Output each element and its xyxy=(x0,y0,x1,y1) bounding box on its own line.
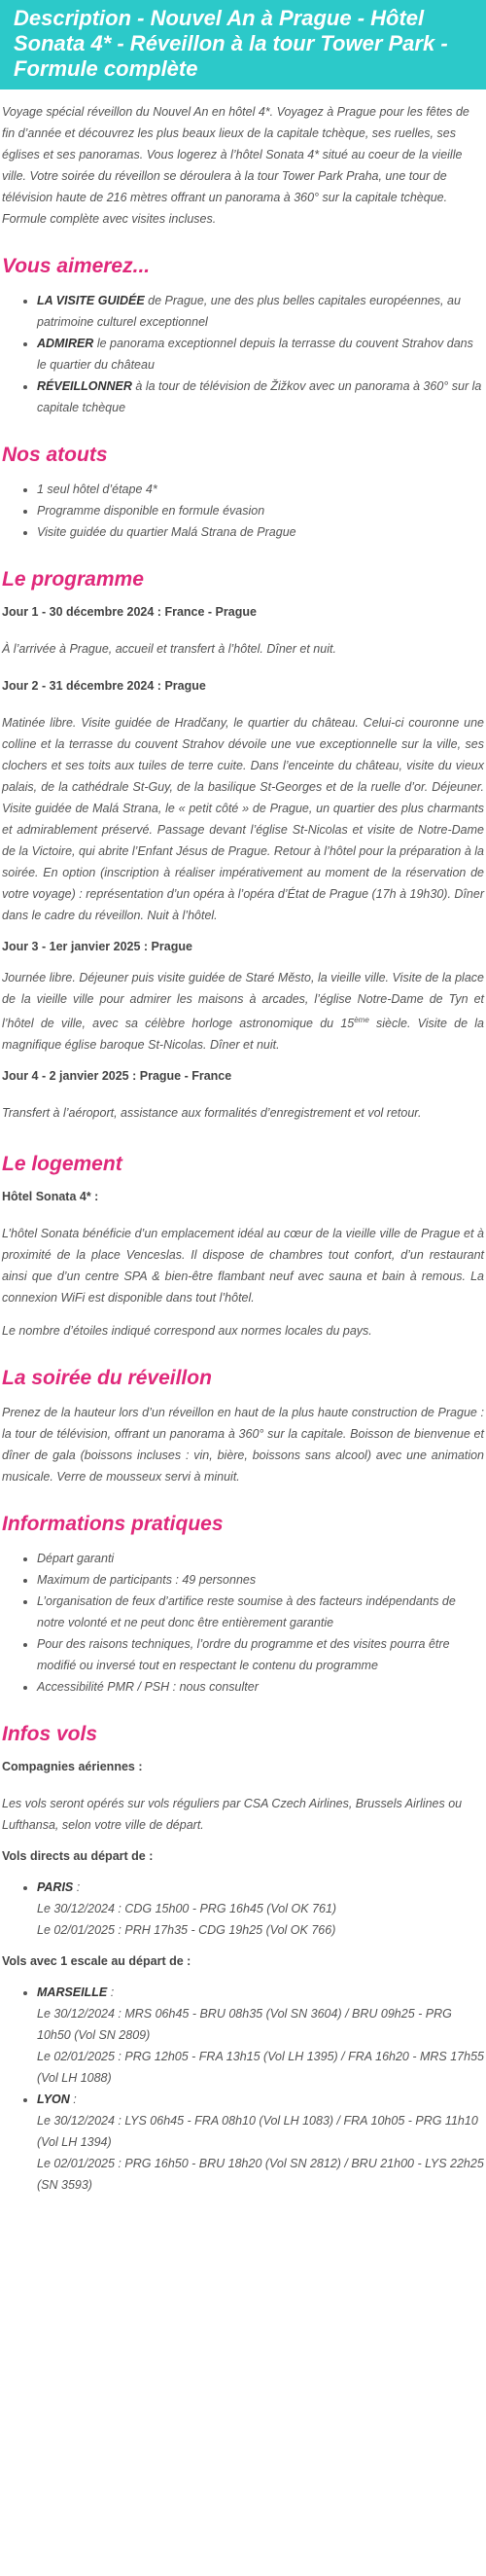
escale-flights-label: Vols avec 1 escale au départ de : xyxy=(2,1954,191,1969)
direct-flights-list xyxy=(0,1877,486,1941)
section-heading-infos: Informations pratiques xyxy=(2,1513,224,1536)
aimerez-list xyxy=(0,290,486,418)
atouts-list xyxy=(0,479,486,543)
list-item: • LA VISITE GUIDÉE de Prague, une des plus belles capitales européennes, au patrimoine culturel exceptionnel xyxy=(37,290,486,333)
list-item: • Maximum de participants : 49 personnes xyxy=(37,1569,486,1591)
soiree-text: Prenez de la hauteur lors d’un réveillon en haut de la plus haute construction de Prague : la tour de télévision, offrant un panorama à 360° sur la capitale. Boisson de bienvenue et dîner de gala (boissons incluses : vin, bière, boissons sans alcool) avec une animation musicale. Verre de mousseux servi à minuit. xyxy=(2,1406,484,1485)
page-title: Description - Nouvel An à Prague - Hôtel Sonata 4* - Réveillon à la tour Tower Park - Formule complète xyxy=(14,6,448,81)
hotel-name: Hôtel Sonata 4* : xyxy=(2,1190,99,1204)
list-item: • MARSEILLE : Le 30/12/2024 : MRS 06h45 - BRU 08h35 (Vol SN 3604) / BRU 09h25 - PRG 10h50 (Vol SN 2809) Le 02/01/2025 : PRG 12h05 - FRA 13h15 (Vol LH 1395) / FRA 16h20 - MRS 17h55 (Vol LH 1088) xyxy=(37,1982,486,2089)
section-heading-aimerez: Vous aimerez... xyxy=(2,255,151,277)
companies-label: Compagnies aériennes : xyxy=(2,1760,143,1774)
section-heading-soiree: La soirée du réveillon xyxy=(2,1367,212,1390)
hotel-note: Le nombre d’étoiles indiqué correspond aux normes locales du pays. xyxy=(2,1324,372,1339)
section-heading-logement: Le logement xyxy=(2,1153,122,1176)
infos-list xyxy=(0,1548,486,1698)
title-banner xyxy=(0,0,486,89)
companies-text: Les vols seront opérés sur vols réguliers par CSA Czech Airlines, Brussels Airlines ou Lufthansa, selon votre ville de départ. xyxy=(2,1797,463,1833)
day-title: Jour 1 - 30 décembre 2024 : France - Prague xyxy=(2,605,257,619)
list-item: • Accessibilité PMR / PSH : nous consulter xyxy=(37,1676,486,1698)
list-item: • Départ garanti xyxy=(37,1548,486,1569)
day-text: Matinée libre. Visite guidée de Hradčany, le quartier du château. Celui-ci couronne une colline et la terrasse du couvent Strahov dévoile une vue exceptionnelle sur la ville, ses clochers et ses toits aux tuiles de terre cuite. Dans l’enceinte du château, visite du vieux palais, de la cathédrale St-Guy, de la basilique St-Georges et de la ruelle d’or. Déjeuner. Visite guidée de Malá Strana, le « petit côté » de Prague, un quartier des plus charmants et admirablement préservé. Passage devant l’église St-Nicolas et visite de Notre-Dame de la Victoire, qui abrite l’Enfant Jésus de Prague. Retour à l’hôtel pour la préparation à la soirée. En option (inscription à réaliser impérativement au moment de la réservation de votre voyage) : représentation d’un opéra à l’opéra d’État de Prague (17h à 19h30). Dîner dans le cadre du réveillon. Nuit à l’hôtel. xyxy=(2,716,484,922)
day-text: Journée libre. Déjeuner puis visite guidée de Staré Město, la vieille ville. Visite de la place de la vieille ville pour admirer les maisons à arcades, l’église Notre-Dame de Tyn et l’hôtel de ville, avec sa célèbre horloge astronomique du 15ème siècle. Visite de la magnifique église baroque St-Nicolas. Dîner et nuit. xyxy=(2,971,484,1053)
list-item: • LYON : Le 30/12/2024 : LYS 06h45 - FRA 08h10 (Vol LH 1083) / FRA 10h05 - PRG 11h10 (Vol LH 1394) Le 02/01/2025 : PRG 16h50 - BRU 18h20 (Vol SN 2812) / BRU 21h00 - LYS 22h25 (SN 3593) xyxy=(37,2089,486,2196)
day-title: Jour 2 - 31 décembre 2024 : Prague xyxy=(2,679,206,693)
direct-flights-label: Vols directs au départ de : xyxy=(2,1849,154,1864)
list-item: • Pour des raisons techniques, l’ordre du programme et des visites pourra être modifié ou inversé tout en respectant le contenu du programme xyxy=(37,1633,486,1676)
hotel-text: L’hôtel Sonata bénéficie d’un emplacement idéal au cœur de la vieille ville de Prague et à proximité de la place Venceslas. Il dispose de chambres tout confort, d’un restaurant ainsi que d’un centre SPA & bien-être flambant neuf avec sauna et bain à remous. La connexion WiFi est disponible dans tout l’hôtel. xyxy=(2,1227,484,1306)
list-item: • PARIS : Le 30/12/2024 : CDG 15h00 - PRG 16h45 (Vol OK 761) Le 02/01/2025 : PRH 17h35 - CDG 19h25 (Vol OK 766) xyxy=(37,1877,486,1941)
list-item: • Programme disponible en formule évasion xyxy=(37,500,486,521)
day-title: Jour 3 - 1er janvier 2025 : Prague xyxy=(2,940,192,953)
list-item: • ADMIRER le panorama exceptionnel depuis la terrasse du couvent Strahov dans le quartier du château xyxy=(37,333,486,376)
day-title: Jour 4 - 2 janvier 2025 : Prague - France xyxy=(2,1069,232,1084)
section-heading-vols: Infos vols xyxy=(2,1723,98,1746)
day-text: À l’arrivée à Prague, accueil et transfert à l’hôtel. Dîner et nuit. xyxy=(2,642,336,656)
list-item: • Visite guidée du quartier Malá Strana de Prague xyxy=(37,521,486,543)
intro-text: Voyage spécial réveillon du Nouvel An en hôtel 4*. Voyagez à Prague pour les fêtes de fin d’année et découvrez les plus beaux lieux de la capitale tchèque, ses ruelles, ses églises et ses panoramas. Vous logerez à l’hôtel Sonata 4* situé au coeur de la vieille ville. Votre soirée du réveillon se déroulera à la tour Tower Park Praha, une tour de télévision haute de 216 mètres offrant un panorama à 360° sur la capitale tchèque. Formule complète avec visites incluses. xyxy=(2,105,469,226)
list-item: • 1 seul hôtel d’étape 4* xyxy=(37,479,486,500)
section-heading-atouts: Nos atouts xyxy=(2,444,108,466)
list-item: • RÉVEILLONNER à la tour de télévision de Žižkov avec un panorama à 360° sur la capitale tchèque xyxy=(37,376,486,418)
section-heading-programme: Le programme xyxy=(2,568,144,590)
content xyxy=(0,89,486,2196)
day-text: Transfert à l’aéroport, assistance aux formalités d’enregistrement et vol retour. xyxy=(2,1106,422,1121)
escale-flights-list xyxy=(0,1982,486,2196)
list-item: • L’organisation de feux d’artifice reste soumise à des facteurs indépendants de notre volonté et ne peut donc être entièrement garantie xyxy=(37,1591,486,1633)
